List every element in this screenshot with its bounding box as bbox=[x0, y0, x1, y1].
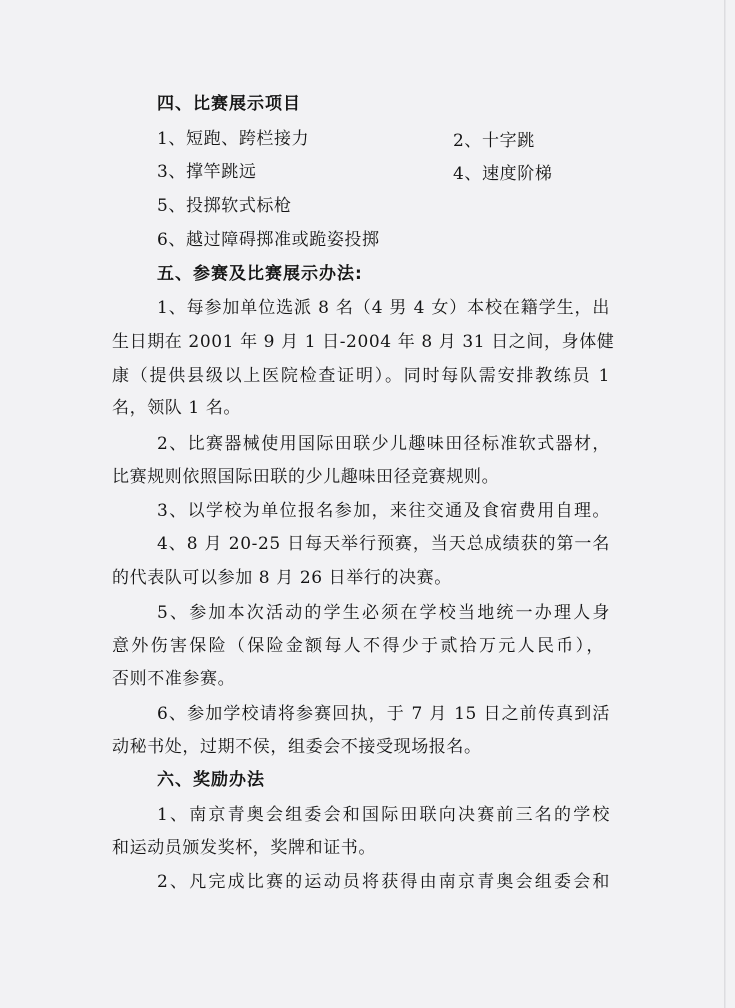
scan-edge bbox=[724, 0, 726, 1008]
event-item-6: 6、越过障碍掷准或跪姿投掷 bbox=[157, 230, 380, 250]
award-line: 1、南京青奥会组委会和国际田联向决赛前三名的学校 bbox=[157, 805, 610, 825]
event-item-4: 4、速度阶梯 bbox=[453, 164, 553, 184]
event-item-3: 3、撑竿跳远 bbox=[157, 162, 257, 182]
event-item-2: 2、十字跳 bbox=[453, 131, 535, 151]
rule-line: 3、以学校为单位报名参加，来往交通及食宿费用自理。 bbox=[157, 501, 610, 521]
section-6-heading: 六、奖励办法 bbox=[157, 770, 265, 790]
rule-line: 康（提供县级以上医院检查证明）。同时每队需安排教练员 1 bbox=[112, 366, 610, 386]
rule-line: 意外伤害保险（保险金额每人不得少于贰拾万元人民币）， bbox=[112, 636, 604, 656]
rule-line: 生日期在 2001 年 9 月 1 日-2004 年 8 月 31 日之间，身体健 bbox=[112, 332, 615, 352]
section-4-heading: 四、比赛展示项目 bbox=[157, 94, 301, 114]
rule-line: 6、参加学校请将参赛回执，于 7 月 15 日之前传真到活 bbox=[157, 704, 610, 724]
section-5-heading: 五、参赛及比赛展示办法: bbox=[157, 264, 363, 284]
event-item-5: 5、投掷软式标枪 bbox=[157, 196, 292, 216]
award-line: 2、凡完成比赛的运动员将获得由南京青奥会组委会和 bbox=[157, 872, 610, 892]
rule-line: 否则不准参赛。 bbox=[112, 669, 236, 689]
rule-line: 比赛规则依照国际田联的少儿趣味田径竞赛规则。 bbox=[112, 467, 500, 487]
event-item-1: 1、短跑、跨栏接力 bbox=[157, 129, 310, 149]
rule-line: 1、每参加单位选派 8 名（4 男 4 女）本校在籍学生，出 bbox=[157, 298, 610, 318]
award-line: 和运动员颁发奖杯，奖牌和证书。 bbox=[112, 838, 376, 858]
rule-line: 动秘书处，过期不侯，组委会不接受现场报名。 bbox=[112, 737, 482, 757]
rule-line: 4、8 月 20-25 日每天举行预赛，当天总成绩获的第一名 bbox=[157, 534, 610, 554]
rule-line: 5、参加本次活动的学生必须在学校当地统一办理人身 bbox=[157, 603, 610, 623]
rule-line: 2、比赛器械使用国际田联少儿趣味田径标准软式器材， bbox=[157, 434, 610, 454]
rule-line: 名，领队 1 名。 bbox=[112, 398, 242, 418]
rule-line: 的代表队可以参加 8 月 26 日举行的决赛。 bbox=[112, 568, 452, 588]
